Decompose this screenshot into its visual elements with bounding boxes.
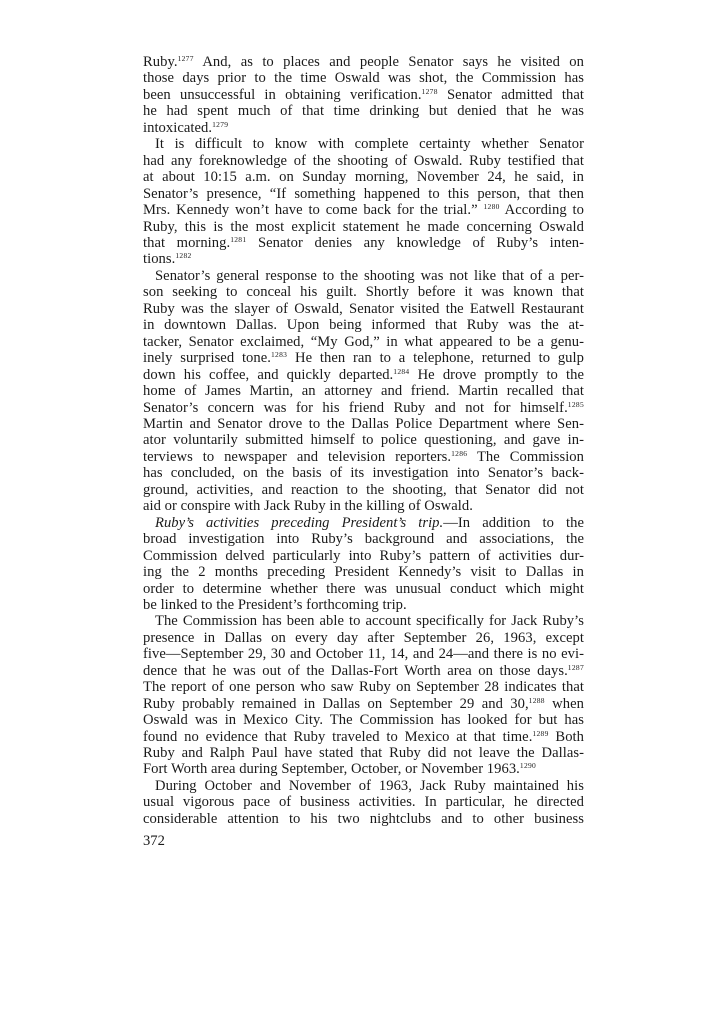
paragraph <box>143 613 584 778</box>
text-line <box>143 613 584 629</box>
text-line <box>143 663 584 679</box>
paragraph <box>143 515 584 614</box>
text-line <box>143 186 584 202</box>
text-run: The Commission <box>467 448 584 465</box>
text-line <box>143 202 584 218</box>
text-line <box>143 400 584 416</box>
text-run: has concluded, on the basis of its investigation into Senator’s back- <box>143 465 584 482</box>
text-line <box>143 712 584 728</box>
text-line <box>143 449 584 465</box>
text-line <box>143 778 584 794</box>
text-run: home of James Martin, an attorney and friend. Martin recalled that <box>143 383 584 400</box>
text-line <box>143 811 584 827</box>
text-run: Senator denies any knowledge of Ruby’s inten- <box>246 234 584 251</box>
paragraph <box>143 54 584 136</box>
text-line <box>143 54 584 70</box>
text-line <box>143 581 584 597</box>
text-run: inely surprised tone. <box>143 350 271 367</box>
text-run: During October and November of 1963, Jack Ruby maintained his <box>155 777 584 794</box>
text-line <box>143 548 584 564</box>
text-run: five—September 29, 30 and October 11, 14, and 24—and there is no evi- <box>143 646 584 663</box>
text-line <box>143 70 584 86</box>
text-run: Senator’s general response to the shooting was not like that of a per- <box>155 267 584 284</box>
footnote-marker: 1290 <box>519 761 537 771</box>
text-run: down his coffee, and quickly departed. <box>143 366 394 383</box>
text-run: According to <box>499 202 584 219</box>
text-line <box>143 696 584 712</box>
text-line <box>143 169 584 185</box>
text-line <box>143 679 584 695</box>
text-line <box>143 482 584 498</box>
footnote-marker: 1288 <box>528 695 545 705</box>
text-line <box>143 268 584 284</box>
text-run: And, as to places and people Senator says he visited on <box>193 54 584 70</box>
text-line <box>143 498 584 514</box>
text-run: Ruby was the slayer of Oswald, Senator visited the Eatwell Restaurant <box>143 300 584 317</box>
footnote-marker: 1280 <box>483 202 500 212</box>
text-run: Oswald was in Mexico City. The Commission has looked for but has <box>143 712 584 729</box>
text-run: Mrs. Kennedy won’t have to come back for the trial.” <box>143 202 484 219</box>
text-line <box>143 531 584 547</box>
footnote-marker: 1277 <box>177 54 194 63</box>
text-run: The Commission has been able to account specifically for Jack Ruby’s <box>155 613 584 630</box>
text-run: Ruby probably remained in Dallas on September 29 and 30, <box>143 695 529 712</box>
text-run: intoxicated. <box>143 119 213 136</box>
text-line <box>143 136 584 152</box>
paragraph <box>143 136 584 268</box>
text-line <box>143 301 584 317</box>
page-number: 372 <box>143 833 165 849</box>
text-run: in downtown Dallas. Upon being informed that Ruby was the at- <box>143 317 584 334</box>
text-run: that morning. <box>143 234 231 251</box>
text-line <box>143 103 584 119</box>
text-line <box>143 120 584 136</box>
text-line <box>143 432 584 448</box>
text-line <box>143 350 584 366</box>
footnote-marker: 1287 <box>567 662 584 672</box>
text-run: tions. <box>143 251 176 268</box>
text-run: Ruby and Ralph Paul have stated that Ruby did not leave the Dallas- <box>143 745 584 762</box>
text-run: He drove promptly to the <box>409 366 584 383</box>
text-run: ground, activities, and reaction to the shooting, that Senator did not <box>143 481 584 498</box>
footnote-marker: 1282 <box>175 251 192 261</box>
text-run: son seeking to conceal his guilt. Shortly before it was known that <box>143 284 584 301</box>
text-run: he had spent much of that time drinking but denied that he was <box>143 103 584 120</box>
text-line <box>143 317 584 333</box>
text-run: Ruby, this is the most explicit statement he made concerning Oswald <box>143 218 584 235</box>
text-run: It is difficult to know with complete certainty whether Senator <box>155 136 584 153</box>
text-run: at about 10:15 a.m. on Sunday morning, November 24, he said, in <box>143 169 584 186</box>
text-run: tacker, Senator exclaimed, “My God,” in what appeared to be a genu- <box>143 333 584 350</box>
text-line <box>143 416 584 432</box>
text-run: order to determine whether there was unusual conduct which might <box>143 580 584 597</box>
text-run: be linked to the President’s forthcoming trip. <box>143 596 407 613</box>
text-run: had any foreknowledge of the shooting of Oswald. Ruby testified that <box>143 152 584 169</box>
text-line <box>143 646 584 662</box>
footnote-marker: 1281 <box>230 234 247 244</box>
text-line <box>143 597 584 613</box>
footnote-marker: 1279 <box>212 119 229 129</box>
text-run: He then ran to a telephone, returned to gulp <box>287 350 584 367</box>
section-heading: Ruby’s activities preceding President’s trip. <box>155 514 444 531</box>
text-run: been unsuccessful in obtaining verification. <box>143 86 422 103</box>
footnote-marker: 1286 <box>451 448 468 458</box>
text-run: usual vigorous pace of business activities. In particular, he directed <box>143 794 584 811</box>
text-run: —In addition to the <box>443 514 584 531</box>
text-line <box>143 367 584 383</box>
text-line <box>143 729 584 745</box>
text-run: Senator’s presence, “If something happened to this person, that then <box>143 185 584 202</box>
text-line <box>143 515 584 531</box>
paragraph <box>143 778 584 827</box>
text-line <box>143 235 584 251</box>
footnote-marker: 1284 <box>393 366 410 376</box>
text-run: ing the 2 months preceding President Kennedy’s visit to Dallas in <box>143 564 584 581</box>
text-run: Senator admitted that <box>437 86 584 103</box>
text-line <box>143 284 584 300</box>
paragraph <box>143 268 584 515</box>
text-run: terviews to newspaper and television reporters. <box>143 448 452 465</box>
text-line <box>143 153 584 169</box>
text-run: those days prior to the time Oswald was shot, the Commission has <box>143 70 584 87</box>
text-run: Senator’s concern was for his friend Ruby and not for himself. <box>143 399 568 416</box>
text-run: when <box>544 695 584 712</box>
text-run: presence in Dallas on every day after September 26, 1963, except <box>143 629 584 646</box>
text-run: The report of one person who saw Ruby on September 28 indicates that <box>143 679 584 696</box>
text-line <box>143 383 584 399</box>
text-line <box>143 87 584 103</box>
text-run: Commission delved particularly into Ruby’s pattern of activities dur- <box>143 547 584 564</box>
footnote-marker: 1285 <box>567 399 584 409</box>
text-line <box>143 630 584 646</box>
text-line <box>143 564 584 580</box>
text-run: Fort Worth area during September, October, or November 1963. <box>143 761 520 778</box>
text-line <box>143 465 584 481</box>
text-line <box>143 251 584 267</box>
text-line <box>143 219 584 235</box>
text-run: Ruby. <box>143 54 178 70</box>
text-run: broad investigation into Ruby’s background and associations, the <box>143 531 584 548</box>
text-run: considerable attention to his two nightclubs and to other business <box>143 810 584 827</box>
text-line <box>143 745 584 761</box>
text-line <box>143 794 584 810</box>
text-run: Both <box>548 728 585 745</box>
text-run: Martin and Senator drove to the Dallas Police Department where Sen- <box>143 415 584 432</box>
footnote-marker: 1289 <box>532 728 549 738</box>
text-run: dence that he was out of the Dallas-Fort Worth area on those days. <box>143 662 568 679</box>
body-text <box>143 54 584 827</box>
footnote-marker: 1283 <box>270 350 288 360</box>
text-line <box>143 334 584 350</box>
text-line <box>143 761 584 777</box>
text-run: found no evidence that Ruby traveled to Mexico at that time. <box>143 728 533 745</box>
footnote-marker: 1278 <box>421 86 438 96</box>
text-run: ator voluntarily submitted himself to police questioning, and gave in- <box>143 432 584 449</box>
text-run: aid or conspire with Jack Ruby in the killing of Oswald. <box>143 498 473 515</box>
